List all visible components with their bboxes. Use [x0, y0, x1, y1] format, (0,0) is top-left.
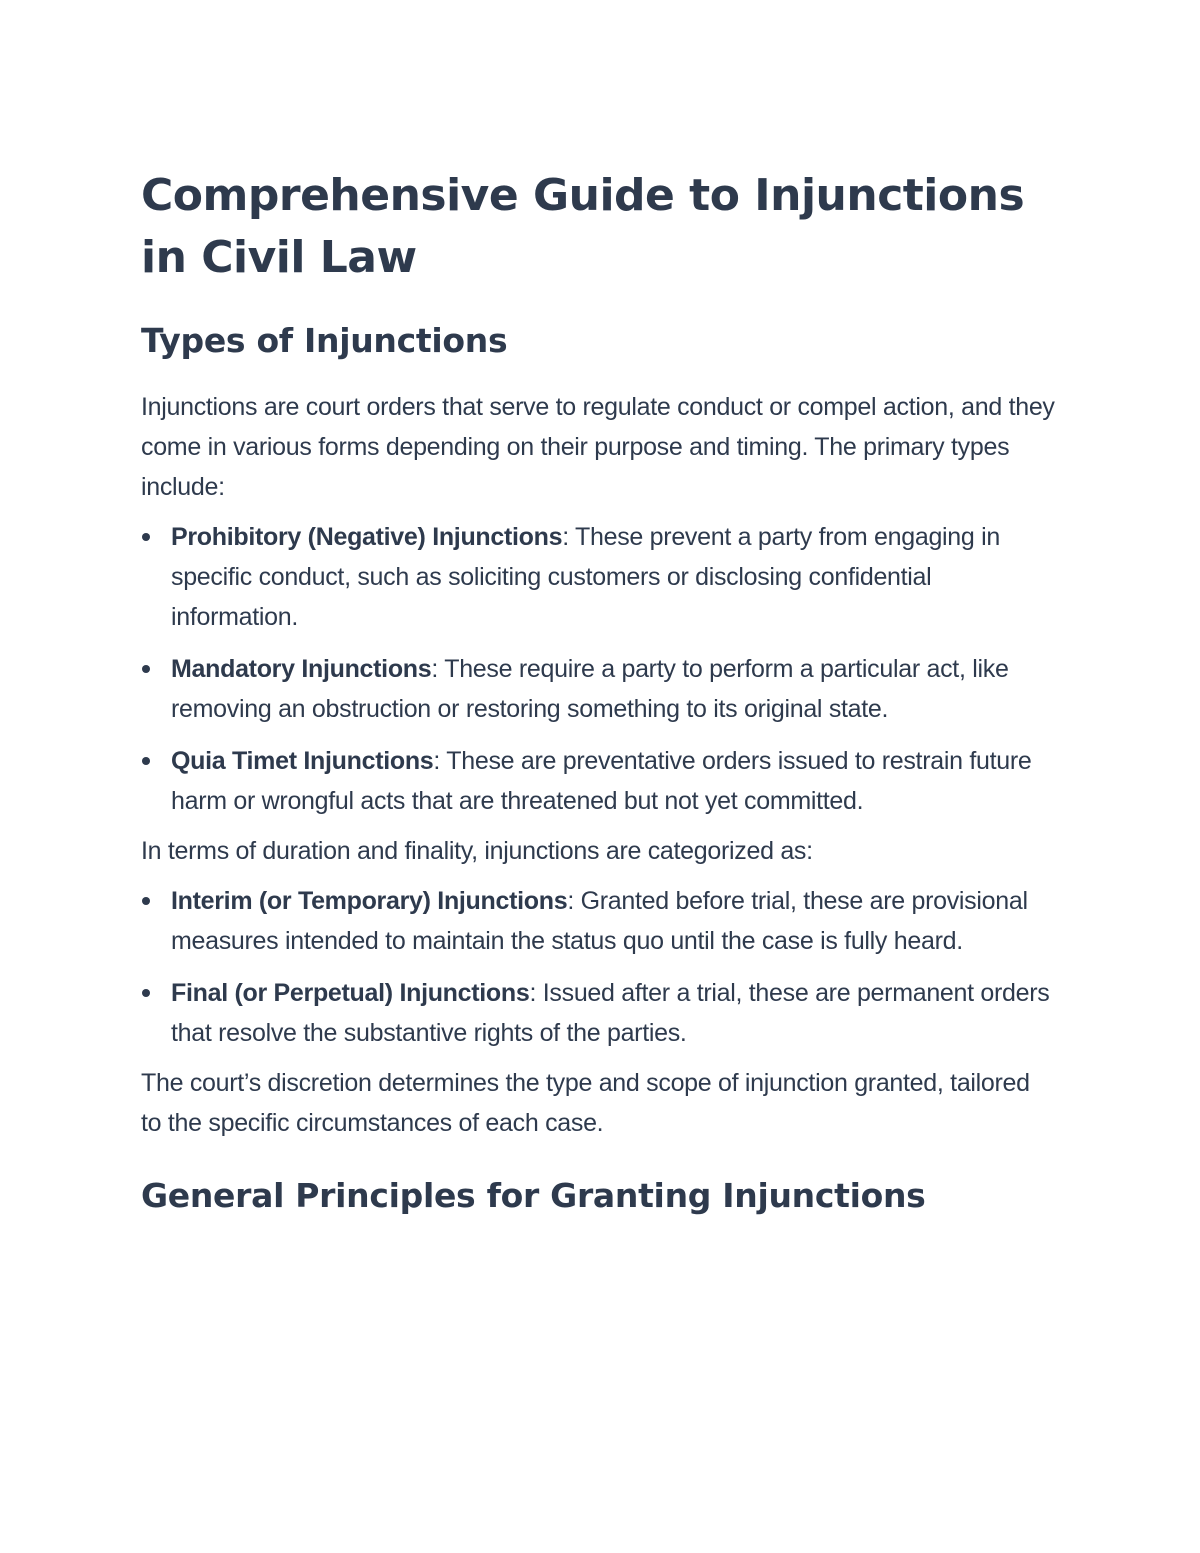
list-item-text: : These prevent a party from engaging in specific conduct, such as soliciting customers or disclosing confidential information. — [171, 523, 1001, 631]
intro-paragraph: Injunctions are court orders that serve to regulate conduct or compel action, and they come in various forms depending on their purpose and timing. The primary types include: — [141, 393, 1055, 501]
list-item — [141, 649, 1056, 729]
bullet-icon — [142, 897, 150, 905]
bullet-icon — [142, 989, 150, 997]
list-item — [141, 741, 1056, 821]
list-item — [141, 517, 1056, 637]
list-item-text: : These are preventative orders issued to restrain future harm or wrongful acts that are threatened but not yet committed. — [171, 747, 1032, 815]
list-item-term: Mandatory Injunctions — [171, 655, 432, 683]
list-item — [141, 973, 1056, 1053]
document-page — [141, 165, 1056, 1218]
list-item-term: Prohibitory (Negative) Injunctions — [171, 523, 563, 551]
duration-paragraph: In terms of duration and finality, injunctions are categorized as: — [141, 837, 813, 865]
bullet-icon — [142, 665, 150, 673]
list-item — [141, 881, 1056, 961]
section-heading-types: Types of Injunctions — [141, 321, 508, 360]
bullet-icon — [142, 533, 150, 541]
bullet-icon — [142, 757, 150, 765]
closing-paragraph: The court’s discretion determines the type and scope of injunction granted, tailored to the specific circumstances of each case. — [141, 1069, 1030, 1137]
duration-types-list — [141, 881, 1056, 1053]
list-item-text: : These require a party to perform a particular act, like removing an obstruction or restoring something to its original state. — [171, 655, 1009, 723]
injunction-types-list — [141, 517, 1056, 821]
list-item-term: Interim (or Temporary) Injunctions — [171, 887, 568, 915]
document-title: Comprehensive Guide to Injunctions in Civil Law — [141, 170, 1025, 283]
list-item-term: Final (or Perpetual) Injunctions — [171, 979, 530, 1007]
section-heading-general-principles: General Principles for Granting Injunctions — [141, 1176, 926, 1215]
list-item-text: : Issued after a trial, these are permanent orders that resolve the substantive rights of the parties. — [171, 979, 1050, 1047]
list-item-text: : Granted before trial, these are provisional measures intended to maintain the status quo until the case is fully heard. — [171, 887, 1028, 955]
list-item-term: Quia Timet Injunctions — [171, 747, 434, 775]
